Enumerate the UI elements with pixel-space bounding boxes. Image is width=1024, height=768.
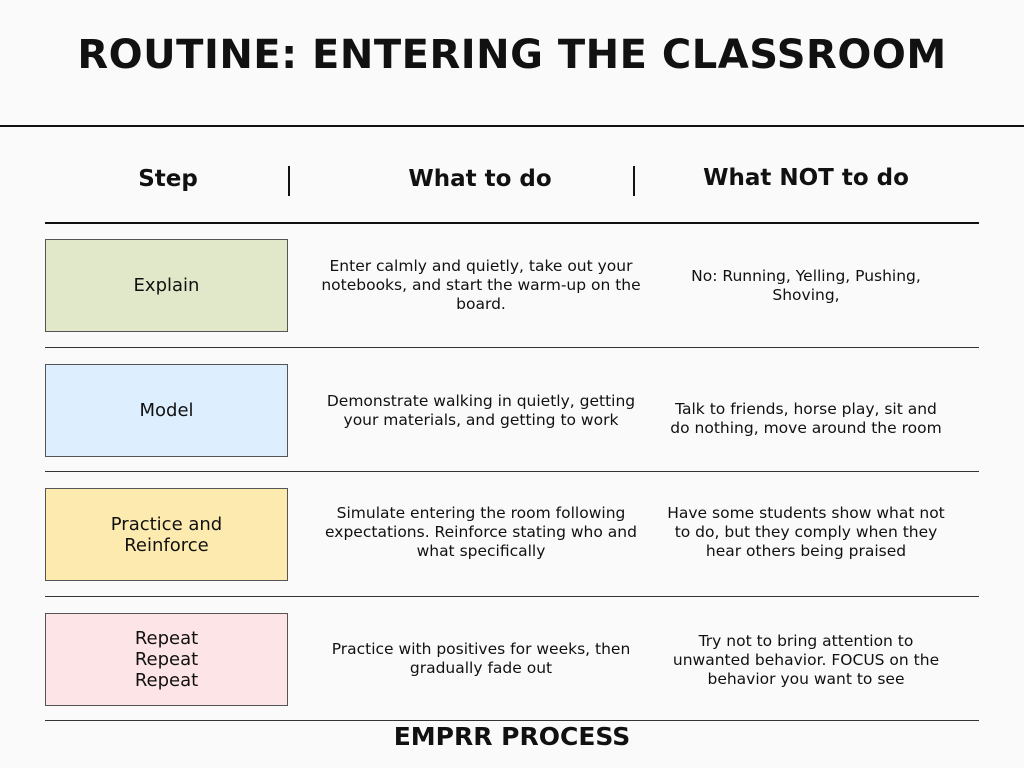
title-divider [0, 125, 1024, 127]
header-step: Step [138, 166, 198, 192]
what-to-do-practice-reinforce: Simulate entering the room following expectations. Reinforce stating who and what specifically [325, 504, 637, 560]
header-separator [288, 166, 290, 196]
row-divider [45, 596, 979, 597]
footer-title: EMPRR PROCESS [393, 722, 631, 751]
what-not-to-do-practice-reinforce: Have some students show what not to do, but they comply when they hear others being praised [667, 504, 945, 560]
what-not-to-do-explain: No: Running, Yelling, Pushing, Shoving, [691, 266, 921, 304]
what-not-to-do-repeat: Try not to bring attention to unwanted behavior. FOCUS on the behavior you want to see [672, 632, 940, 688]
step-box-practice-reinforce: Practice and Reinforce [45, 488, 288, 581]
what-to-do-explain: Enter calmly and quietly, take out your notebooks, and start the warm-up on the board. [321, 257, 641, 313]
step-box-repeat: Repeat Repeat Repeat [45, 613, 288, 706]
header-what-not-to-do: What NOT to do [703, 165, 909, 191]
page-title: ROUTINE: ENTERING THE CLASSROOM [77, 32, 947, 78]
row-divider [45, 720, 979, 721]
what-to-do-repeat: Practice with positives for weeks, then gradually fade out [331, 639, 631, 677]
header-divider [45, 222, 979, 224]
step-box-explain: Explain [45, 239, 288, 332]
row-divider [45, 347, 979, 348]
what-to-do-model: Demonstrate walking in quietly, getting your materials, and getting to work [326, 391, 636, 429]
header-separator [633, 166, 635, 196]
what-not-to-do-model: Talk to friends, horse play, sit and do nothing, move around the room [670, 399, 942, 437]
row-divider [45, 471, 979, 472]
step-box-model: Model [45, 364, 288, 457]
header-what-to-do: What to do [408, 166, 552, 192]
